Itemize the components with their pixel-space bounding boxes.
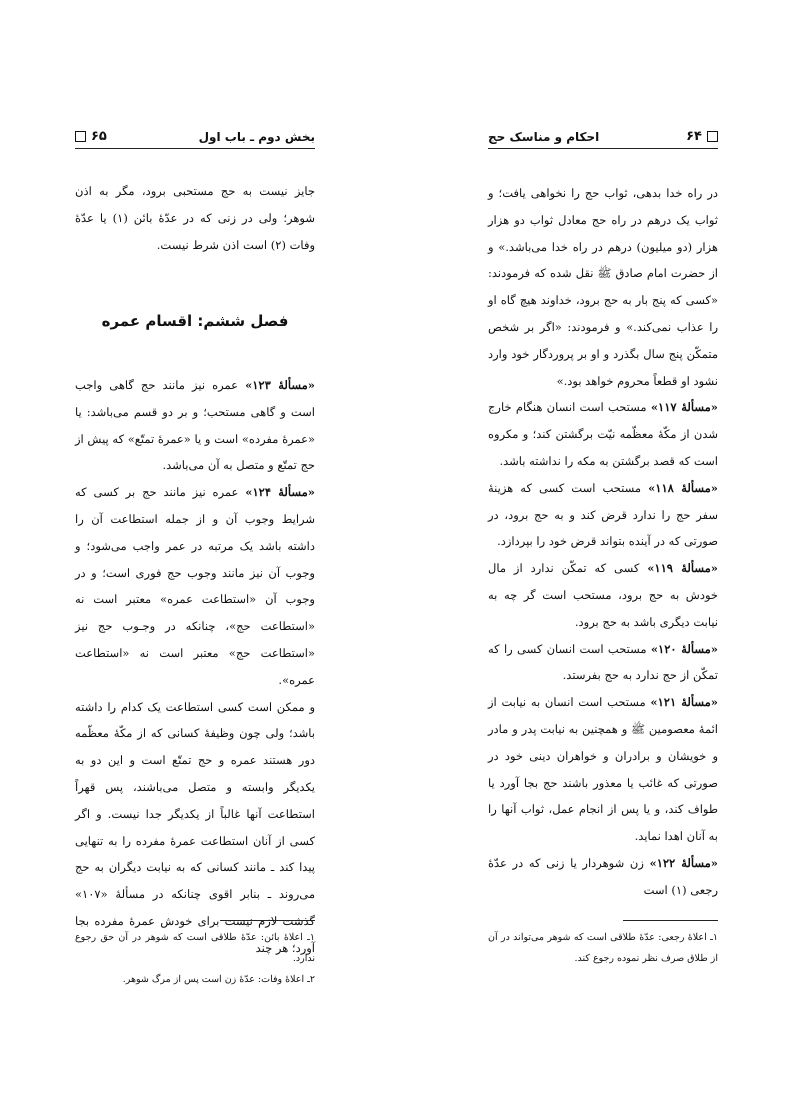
- issue-label: «مسألهٔ ۱۱۸»: [648, 480, 718, 495]
- square-ornament-icon: [707, 131, 718, 142]
- right-running-title: احکام و مناسک حج: [488, 130, 600, 144]
- right-page: [400, 0, 800, 1100]
- footnote-1: ۱ـ اعلاهٔ بائن: عدّهٔ طلاقی است که شوهر در آن حق رجوع ندارد.: [75, 932, 315, 964]
- right-intro-paragraph: در راه خدا بدهی، ثواب حج را نخواهی یافت؛ و ثواب یک درهم در راه حج معادل ثواب دو هزار هزار (دو میلیون) درهم در راه خدا می‌باشد.» و از حضرت امام صادق ﷺ نقل شده که فرمودند: «کسی که پنج بار به حج برود، خداوند هیچ گاه او را عذاب نمی‌کند.» و فرمودند: «اگر بر شخص متمکّن پنج سال بگذرد و او بر پروردگار خود وارد نشود او قطعاً محروم خواهد بود.»: [488, 186, 718, 388]
- footnote-2: ۲ـ اعلاهٔ وفات: عدّهٔ زن است پس از مرگ شوهر.: [122, 974, 315, 985]
- left-main-block: [75, 372, 315, 962]
- footnote-1: ۱ـ اعلاهٔ رجعی: عدّهٔ طلاقی است که شوهر می‌تواند در آن از طلاق صرف نظر نموده رجوع کند.: [488, 932, 718, 964]
- issue-117: [488, 394, 718, 474]
- footnote-rule: [623, 920, 718, 921]
- right-footnotes: [488, 920, 718, 969]
- issue-124: [75, 479, 315, 693]
- left-page-number-group: [75, 129, 107, 144]
- right-page-number: ۶۴: [686, 129, 702, 144]
- issue-119: [488, 555, 718, 635]
- issue-label: «مسألهٔ ۱۱۷»: [650, 400, 718, 415]
- issue-122: [488, 850, 718, 904]
- footnote-rule: [220, 920, 315, 921]
- issue-text: مستحب است کسی که هزینهٔ سفر حج را ندارد قرض کند و به حج برود، در صورتی که در آینده بتواند قرض خود را بپردازد.: [488, 480, 718, 549]
- right-page-header: [488, 120, 718, 149]
- left-intro-paragraph: جایز نیست به حج مستحبی برود، مگر به اذن شوهر؛ ولی در زنی که در عدّهٔ بائن (۱) یا عدّهٔ وفات (۲) است اذن شرط نیست.: [75, 184, 315, 252]
- issue-text: مستحب است انسان هنگام خارج شدن از مکّهٔ معظّمه نیّت برگشتن کند؛ و مکروه است که قصد برگشتن به مکه را نداشته باشد.: [488, 400, 718, 468]
- issue-text: عمره نیز مانند حج گاهی واجب است و گاهی مستحب؛ و بر دو قسم می‌باشد: یا «عمرهٔ مفرده» است و یا «عمرهٔ تمتّع» که پیش از حج تمتّع و متصل به آن می‌باشد.: [75, 378, 315, 473]
- issue-text: عمره نیز مانند حج بر کسی که شرایط وجوب آن و از جمله استطاعت آن را داشته باشد یک مرتبه در عمر واجب می‌شود؛ و وجوب آن نیز مانند وجوب حج فوری است؛ و در وجوب آن «استطاعت عمره» معتبر است نه «استطاعت حج»، چنانکه در وجـوب حج نیز «استطاعت حج» معتبر است نه «استطاعت عمره».: [75, 485, 315, 687]
- right-main-block: [488, 180, 718, 904]
- issue-121: [488, 689, 718, 850]
- issue-label: «مسألهٔ ۱۲۱»: [650, 695, 718, 710]
- left-intro-block: [75, 178, 315, 258]
- right-page-number-group: [686, 129, 718, 144]
- left-page-number: ۶۵: [91, 129, 107, 144]
- issue-text: مستحب است انسان به نیابت از ائمهٔ معصومین ﷺ و همچنین به نیابت پدر و مادر و خویشان و برادران و خواهران دینی خود در صورتی که غائب یا معذور باشند حج بجا آورد یا طواف کند، و یا پس از انجام عمل، ثواب آنها را به آنان اهدا نماید.: [488, 695, 718, 844]
- square-ornament-icon: [75, 131, 86, 142]
- left-footnotes: [75, 920, 315, 990]
- issue-text: کسی که تمکّن ندارد از مال خودش به حج برود، مستحب است گر چه به نیابت دیگری باشد به حج برود.: [488, 561, 718, 629]
- issue-123: [75, 372, 315, 479]
- issue-text: مستحب است انسان کسی را که تمکّن از حج ندارد به حج بفرستد.: [488, 641, 718, 683]
- issue-118: [488, 475, 718, 555]
- left-running-title: بخش دوم ـ باب اول: [198, 130, 315, 144]
- left-paragraph: و ممکن است کسی استطاعت یک کدام را داشته باشد؛ ولی چون وظیفهٔ کسانی که از مکّهٔ معظّمه دور هستند عمره و حج تمتّع است و این دو به یکدیگر وابسته و متصل می‌باشند، پس قهراً استطاعت آنها غالباً از یکدیگر جدا نیست. و اگر کسی از آنان استطاعت عمرهٔ مفرده را به تنهایی پیدا کند ـ مانند کسانی که به نیابت دیگران به حج می‌روند ـ بنابر اقوی چنانکه در مسألهٔ «۱۰۷» گذشت لازم نیست برای خودش عمرهٔ مفرده بجا آورد؛ هر چند: [75, 699, 315, 955]
- issue-label: «مسألهٔ ۱۲۲»: [649, 855, 718, 870]
- issue-text: زن شوهردار یا زنی که در عدّهٔ رجعی (۱) است: [488, 855, 718, 897]
- issue-label: «مسألهٔ ۱۱۹»: [647, 561, 718, 576]
- issue-label: «مسألهٔ ۱۲۴»: [245, 485, 315, 500]
- section-heading: فصل ششم: اقسام عمره: [101, 312, 289, 330]
- left-page-header: [75, 120, 315, 149]
- issue-120: [488, 636, 718, 690]
- issue-label: «مسألهٔ ۱۲۰»: [650, 641, 718, 656]
- issue-label: «مسألهٔ ۱۲۳»: [245, 378, 315, 392]
